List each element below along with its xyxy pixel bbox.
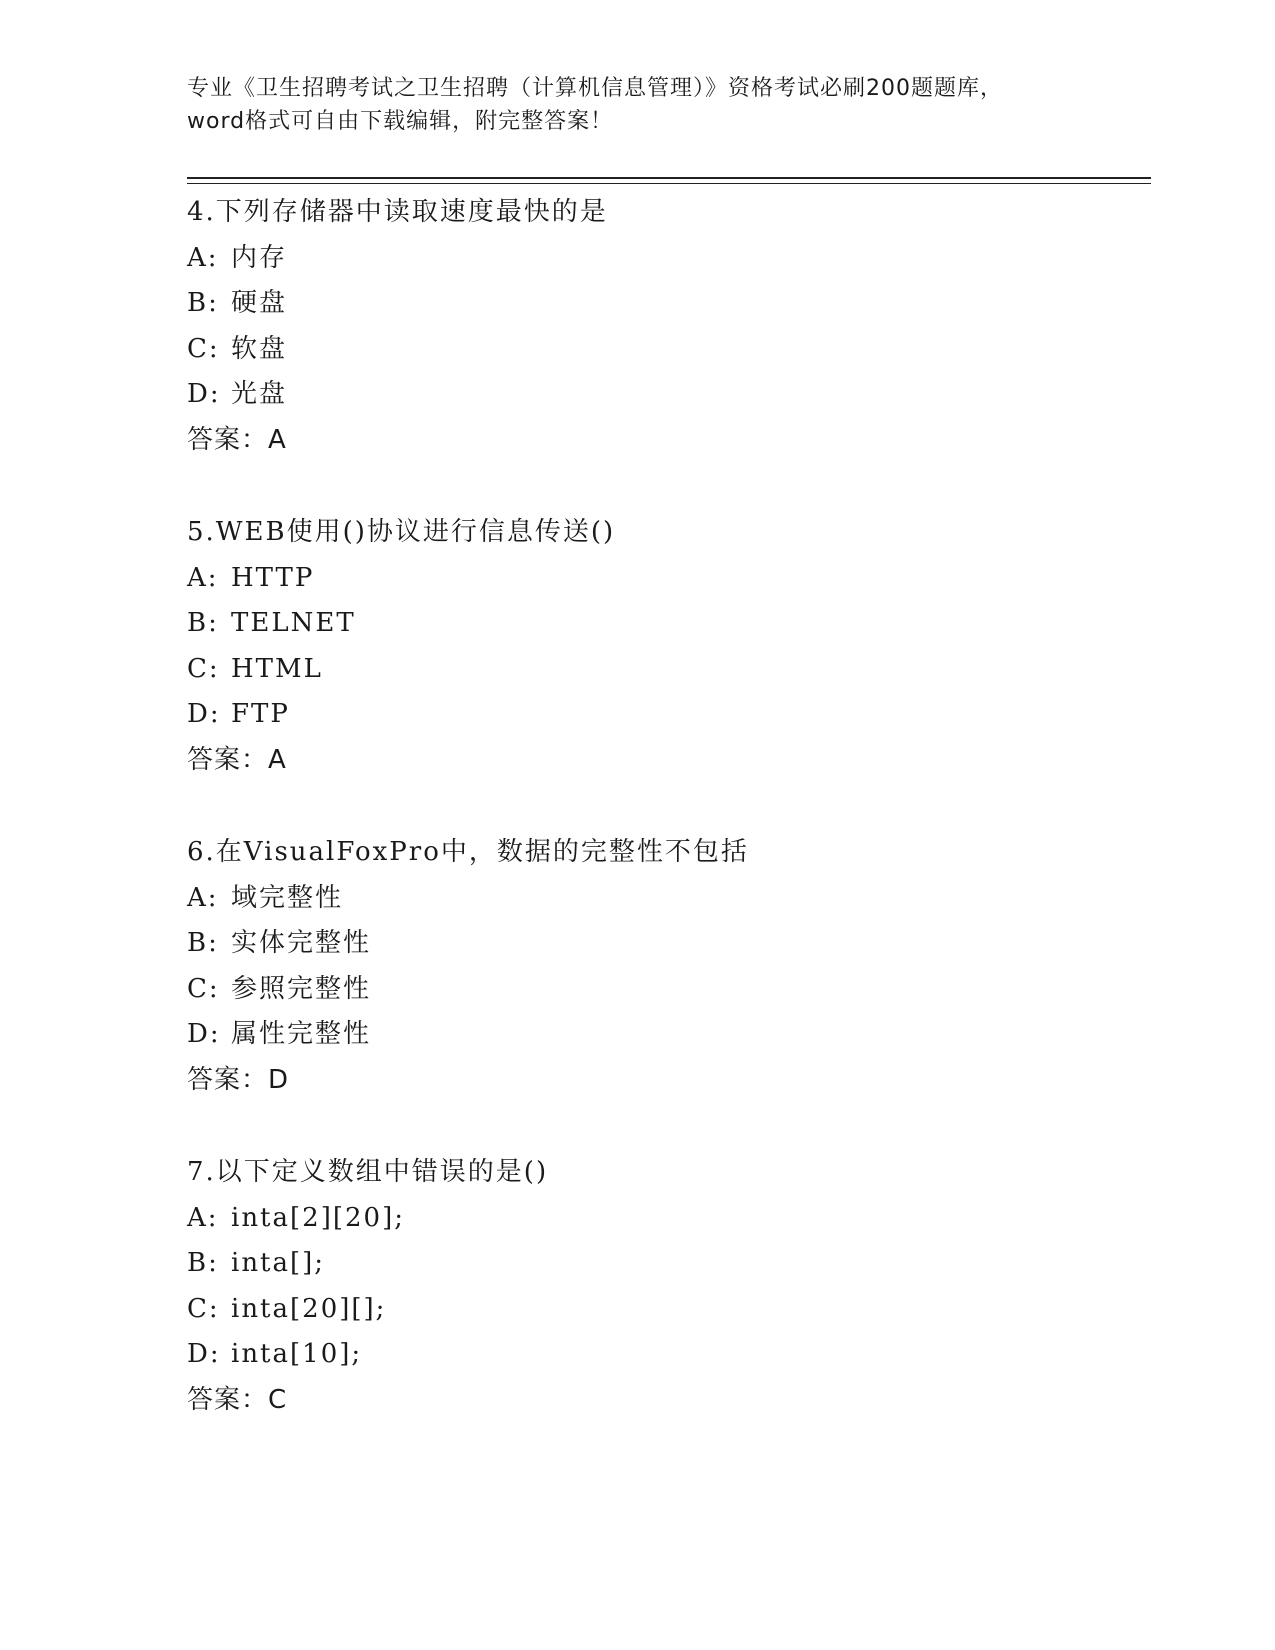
option-a [187, 876, 1147, 922]
option-c [187, 1287, 1147, 1333]
question-stem: 4.下列存储器中读取速度最快的是 [187, 197, 608, 227]
option-text: TELNET [231, 608, 356, 639]
option-text: inta[10]; [231, 1339, 363, 1370]
option-b [187, 601, 1147, 647]
option-b [187, 281, 1147, 327]
option-letter: B: [187, 1248, 219, 1279]
question-5 [187, 510, 1147, 830]
option-b [187, 1241, 1147, 1287]
header-line-1: 专业《卫生招聘考试之卫生招聘（计算机信息管理）》资格考试必刷200题题库， [187, 76, 1003, 101]
option-d [187, 372, 1147, 418]
option-d [187, 692, 1147, 738]
option-text: 实体完整性 [231, 928, 372, 959]
option-text: inta[2][20]; [231, 1202, 405, 1233]
question-7 [187, 1150, 1147, 1470]
option-c [187, 967, 1147, 1013]
option-d [187, 1332, 1147, 1378]
option-letter: C: [187, 333, 220, 364]
question-stem: 6.在VisualFoxPro中，数据的完整性不包括 [187, 837, 749, 867]
question-6 [187, 830, 1147, 1150]
option-letter: A: [187, 1202, 219, 1233]
option-text: HTML [231, 653, 323, 684]
option-letter: C: [187, 1293, 220, 1324]
question-stem: 7.以下定义数组中错误的是() [187, 1157, 549, 1187]
answer-line: 答案：D [187, 1064, 290, 1095]
answer-line: 答案：C [187, 1384, 288, 1415]
question-list [187, 190, 1147, 1470]
option-text: HTTP [231, 562, 315, 593]
option-text: 硬盘 [231, 288, 288, 319]
option-text: 内存 [231, 242, 288, 273]
question-stem: 5.WEB使用()协议进行信息传送() [187, 517, 616, 547]
option-letter: D: [187, 699, 221, 730]
option-letter: B: [187, 608, 219, 639]
document-header [187, 72, 1087, 138]
option-letter: D: [187, 1339, 221, 1370]
option-text: inta[]; [231, 1248, 326, 1279]
option-letter: A: [187, 562, 219, 593]
option-text: 光盘 [231, 379, 288, 410]
header-divider-thick [187, 177, 1151, 179]
option-letter: B: [187, 928, 219, 959]
answer-line: 答案：A [187, 744, 287, 775]
answer-line: 答案：A [187, 424, 287, 455]
option-text: 软盘 [231, 333, 288, 364]
option-a [187, 556, 1147, 602]
option-text: inta[20][]; [231, 1293, 387, 1324]
header-line-2: word格式可自由下载编辑，附完整答案！ [187, 109, 614, 134]
option-letter: A: [187, 882, 219, 913]
question-4 [187, 190, 1147, 510]
option-b [187, 921, 1147, 967]
option-d [187, 1012, 1147, 1058]
option-a [187, 1196, 1147, 1242]
header-divider-thin [187, 183, 1151, 184]
option-text: FTP [231, 699, 290, 730]
option-letter: D: [187, 379, 221, 410]
option-c [187, 327, 1147, 373]
option-letter: C: [187, 973, 220, 1004]
option-text: 域完整性 [231, 882, 344, 913]
option-text: 属性完整性 [231, 1019, 372, 1050]
option-c [187, 647, 1147, 693]
option-a [187, 236, 1147, 282]
option-text: 参照完整性 [231, 973, 372, 1004]
option-letter: C: [187, 653, 220, 684]
option-letter: D: [187, 1019, 221, 1050]
option-letter: B: [187, 288, 219, 319]
option-letter: A: [187, 242, 219, 273]
